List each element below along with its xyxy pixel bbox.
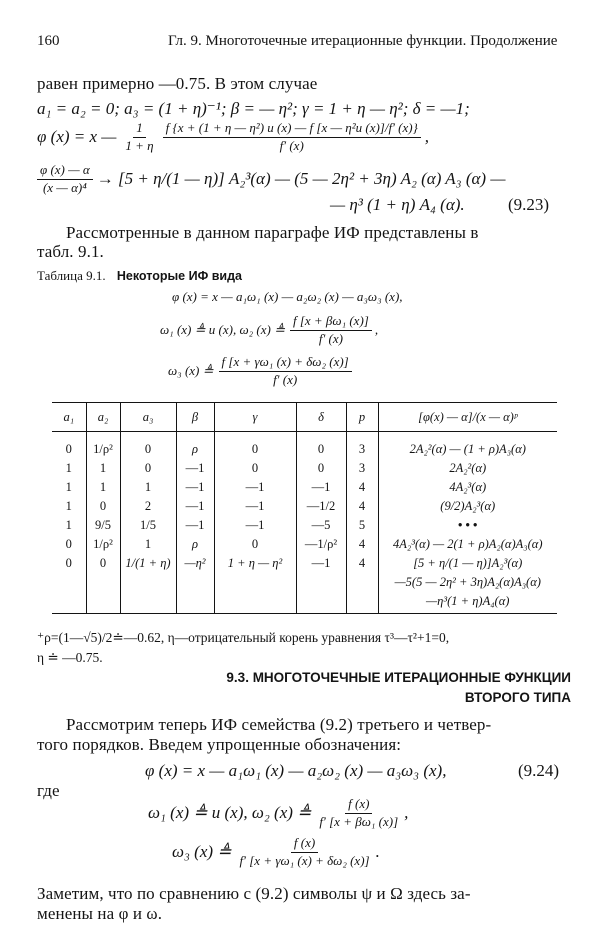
cell: 0: [214, 432, 296, 460]
cell: [5 + η/(1 — η)]A₂³(α): [378, 554, 557, 573]
fraction-denominator: f′ (x): [318, 330, 343, 346]
fraction-omega3: [237, 836, 373, 869]
section-heading-line2: ВТОРОГО ТИПА: [464, 690, 571, 705]
table-formula-omega3-lhs: ω₃ (x) ≜: [168, 363, 214, 379]
cell: 1/ρ²: [86, 432, 120, 460]
equation-omega3: [172, 836, 380, 869]
cell: 1: [120, 535, 176, 554]
table-row: [52, 554, 557, 573]
header-delta: δ: [296, 403, 346, 432]
equation-9-23-line2: — η³ (1 + η) A₄ (α).: [330, 195, 465, 214]
cell: —1: [176, 459, 214, 478]
cell: 1: [120, 478, 176, 497]
cell: 1: [86, 478, 120, 497]
cell: 0: [214, 459, 296, 478]
header-a2: a₂: [86, 403, 120, 432]
table-row: [52, 478, 557, 497]
cell: 0: [65, 537, 72, 551]
fraction-numerator: 1: [133, 121, 146, 138]
cell: —1: [296, 554, 346, 573]
fraction-numerator: φ (x) — α: [37, 163, 93, 180]
header-p: p: [346, 403, 378, 432]
fraction-numerator: f (x): [345, 797, 372, 814]
cell: —1: [176, 516, 214, 535]
fraction-omega2: [316, 797, 401, 830]
header-error: [φ(x) — α]/(x — α)ᵖ: [378, 403, 557, 432]
paragraph-notation-line2: менены на φ и ω.: [37, 904, 163, 923]
table-row-continuation: [52, 592, 557, 614]
cell: 0: [120, 459, 176, 478]
fraction-numerator: f [x + βω₁ (x)]: [290, 314, 372, 331]
cell: —1: [176, 478, 214, 497]
equation-omega3-lhs: ω₃ (x) ≜: [172, 842, 232, 862]
cell: 1 + η — η²: [214, 554, 296, 573]
where-word: где: [37, 781, 60, 800]
cell: 0: [296, 459, 346, 478]
cell: ρ: [176, 535, 214, 554]
page-number: 160: [37, 33, 60, 49]
table-footnote-line1: ⁺ρ=(1—√5)/2≐—0.62, η—отрицательный корень уравнения τ³—τ²+1=0,: [37, 630, 450, 645]
table-row: [52, 497, 557, 516]
cell: —1: [214, 478, 296, 497]
paragraph-table-ref-line1: Рассмотренные в данном параграфе ИФ представлены в: [66, 223, 479, 242]
cell: 2: [120, 497, 176, 516]
fraction-denominator: f′ [x + γω₁ (x) + δω₂ (x)]: [239, 852, 370, 868]
fraction-denominator: f′ (x): [279, 137, 304, 153]
paragraph-intro: равен примерно —0.75. В этом случае: [37, 74, 318, 93]
fraction-main: [163, 121, 421, 154]
cell: 9/5: [86, 516, 120, 535]
paragraph-second-type-line1: Рассмотрим теперь ИФ семейства (9.2) третьего и четвер-: [66, 715, 492, 734]
fraction-denominator: f′ [x + βω₁ (x)]: [319, 813, 399, 829]
running-title: Гл. 9. Многоточечные итерационные функции. Продолжение: [168, 33, 558, 49]
header-gamma: γ: [214, 403, 296, 432]
table-header-row: [52, 403, 557, 432]
header-beta: β: [176, 403, 214, 432]
fraction-omega2: [290, 314, 372, 347]
cell: 1: [65, 461, 72, 475]
cell: 0: [65, 556, 72, 570]
table-row: [52, 459, 557, 478]
equation-9-23-rhs: → [5 + η/(1 — η)] A₂³(α) — (5 — 2η² + 3η) A₂ (α) A₃ (α) —: [96, 169, 506, 189]
cell: —5(5 — 2η² + 3η)A₂(α)A₃(α): [378, 573, 557, 592]
header-a1: a₁: [63, 409, 75, 424]
coefficients-table: [52, 402, 557, 614]
cell: —η³(1 + η)A₄(α): [378, 592, 557, 614]
table-row: [52, 535, 557, 554]
fraction-numerator: f (x): [291, 836, 318, 853]
cell: —1/2: [296, 497, 346, 516]
cell: —1/ρ²: [296, 535, 346, 554]
cell: 1: [65, 480, 72, 494]
table-row: [52, 432, 557, 460]
cell: 0: [296, 432, 346, 460]
fraction-denominator: f′ (x): [273, 371, 298, 387]
cell-ellipsis: • • •: [378, 516, 557, 535]
cell: 0: [214, 535, 296, 554]
fraction-numerator: f [x + γω₁ (x) + δω₂ (x)]: [219, 355, 352, 372]
cell: 4: [346, 535, 378, 554]
equation-number-9-24: (9.24): [518, 761, 560, 780]
cell: 1/ρ²: [86, 535, 120, 554]
cell: (9/2)A₂³(α): [378, 497, 557, 516]
cell: 2A₂²(α): [378, 459, 557, 478]
cell: 1/(1 + η): [120, 554, 176, 573]
cell: —1: [176, 497, 214, 516]
table-formula-omega1: ω₁ (x) ≜ u (x), ω₂ (x) ≜: [160, 322, 285, 338]
equation-coefficients: a₁ = a₂ = 0; a₃ = (1 + η)⁻¹; β = — η²; γ = 1 + η — η²; δ = —1;: [37, 99, 470, 118]
fraction-numerator: f {x + (1 + η — η²) u (x) — f [x — η²u (x)]/f′ (x)}: [163, 121, 421, 138]
cell: 4: [346, 478, 378, 497]
table-formula-phi: φ (x) = x — a₁ω₁ (x) — a₂ω₂ (x) — a₃ω₃ (x),: [172, 289, 403, 304]
table-caption-label: Таблица 9.1.: [37, 268, 106, 283]
cell: 4: [346, 554, 378, 573]
cell: —1: [214, 497, 296, 516]
equation-omega12: [148, 797, 408, 830]
cell: 3: [346, 459, 378, 478]
fraction-denominator: (x — α)⁴: [42, 179, 87, 195]
cell: —η²: [176, 554, 214, 573]
cell: 0: [86, 497, 120, 516]
paragraph-notation-line1: Заметим, что по сравнению с (9.2) символы ψ и Ω здесь за-: [37, 884, 471, 903]
equation-number-9-23: (9.23): [508, 195, 550, 214]
table-formula-omega3: [168, 355, 352, 388]
table-footnote-line2: η ≐ —0.75.: [37, 650, 103, 665]
equation-9-23-line1: [37, 163, 505, 196]
cell: 4A₂³(α): [378, 478, 557, 497]
fraction-one-over: [122, 121, 156, 154]
cell: 2A₂²(α) — (1 + ρ)A₃(α): [378, 432, 557, 460]
paragraph-table-ref-line2: табл. 9.1.: [37, 242, 104, 261]
cell: 0: [86, 554, 120, 573]
cell: 4A₂³(α) — 2(1 + ρ)A₂(α)A₃(α): [378, 535, 557, 554]
cell: 1: [65, 499, 72, 513]
section-heading-line1: 9.3. МНОГОТОЧЕЧНЫЕ ИТЕРАЦИОННЫЕ ФУНКЦИИ: [226, 670, 571, 685]
cell: —1: [214, 516, 296, 535]
cell: 3: [346, 432, 378, 460]
cell: 1/5: [120, 516, 176, 535]
fraction-error-ratio: [37, 163, 93, 196]
cell: 1: [65, 518, 72, 532]
cell: 0: [65, 442, 72, 456]
table-row: [52, 516, 557, 535]
equation-omega1: ω₁ (x) ≜ u (x), ω₂ (x) ≜: [148, 803, 312, 823]
cell: ρ: [176, 432, 214, 460]
fraction-omega3: [219, 355, 352, 388]
paragraph-second-type-line2: того порядков. Введем упрощенные обозначения:: [37, 735, 402, 754]
cell: —1: [296, 478, 346, 497]
fraction-denominator: 1 + η: [125, 137, 154, 153]
equation-punct: ,: [424, 127, 430, 147]
cell: 4: [346, 497, 378, 516]
cell: 5: [346, 516, 378, 535]
table-caption: [37, 268, 242, 284]
equation-punct: ,: [404, 803, 409, 823]
table-row-continuation: [52, 573, 557, 592]
cell: 0: [120, 432, 176, 460]
equation-punct: .: [375, 842, 380, 862]
equation-phi-lhs: φ (x) = x —: [37, 127, 117, 147]
cell: —5: [296, 516, 346, 535]
header-a3: a₃: [120, 403, 176, 432]
table-caption-title: Некоторые ИФ вида: [116, 269, 242, 283]
equation-9-24: φ (x) = x — a₁ω₁ (x) — a₂ω₂ (x) — a₃ω₃ (x),: [145, 761, 447, 780]
equation-phi: [37, 121, 429, 154]
formula-punct: ,: [374, 322, 379, 338]
cell: 1: [86, 459, 120, 478]
table-formula-omega12: [160, 314, 378, 347]
